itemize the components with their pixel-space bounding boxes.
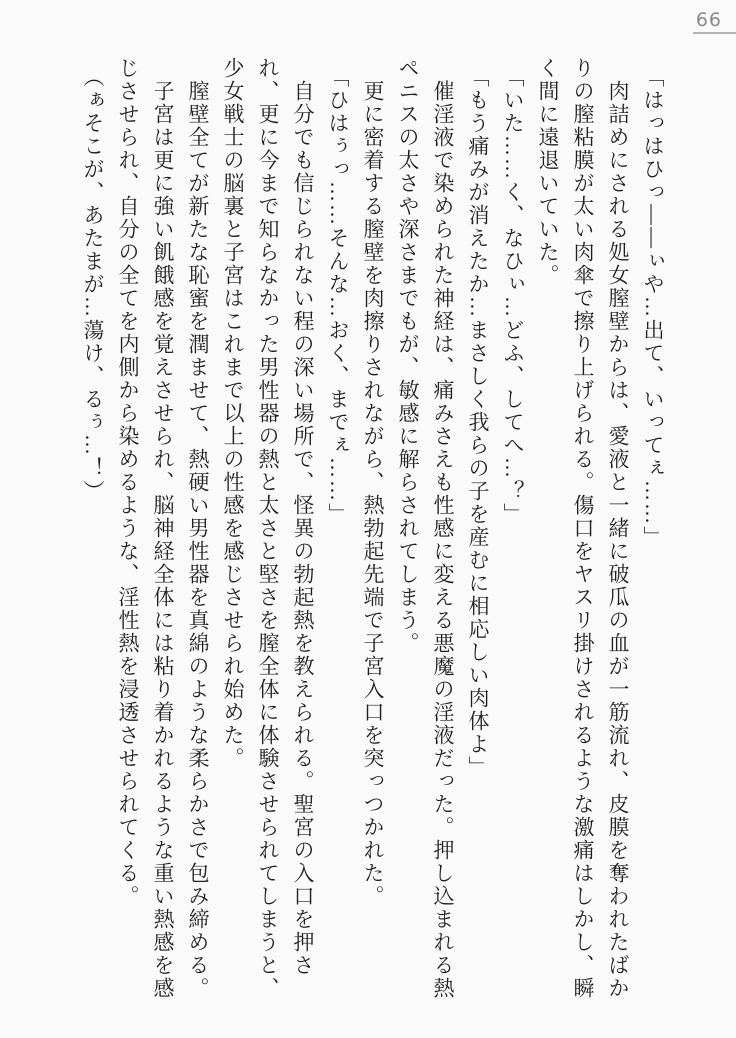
paragraph-10-narrative: 子宮は更に強い飢餓感を覚えさせられ、脳神経全体には粘り着かれるような重い熱感を感じさせられ、自分の全てを内側から染めるような、淫性熱を浸透させられてくる。	[116, 57, 175, 1000]
paragraph-5-narrative: 催淫液で染められた神経は、痛みさえも性感に変える悪魔の淫液だった。押し込まれる熱ペニスの太さや深さまでもが、敏感に解らされてしまう。	[396, 57, 455, 1000]
paragraph-9-narrative: 膣壁全てが新たな恥蜜を潤ませて、熱硬い男性器を真綿のような柔らかさで包み締める。	[186, 80, 210, 1000]
paragraph-6-narrative: 更に密着する膣壁を肉擦りされながら、熱勃起先端で子宮入口を突っつかれた。	[361, 80, 385, 908]
paragraph-7-dialogue: 「ひはぅっ……そんな…おく、までぇ……」	[326, 66, 350, 526]
page-number: 66	[695, 9, 722, 31]
paragraph-8-narrative: 自分でも信じられない程の深い場所で、怪異の勃起熱を教えられる。聖宮の入口を押され、更に今まで知らなかった男性器の熱と太さと堅さを膣全体に体験させられてしまうと、少女戦士の脳裏と子宮はこれまで以上の性感を感じさせられ始めた。	[221, 57, 315, 1000]
paragraph-11-thought: （ぁそこが、あたまが…蕩け、るぅ…！）	[81, 66, 105, 503]
paragraph-3-dialogue: 「いた……く、なひぃ…どふ、してへ…？」	[501, 66, 525, 526]
vertical-text-block	[75, 57, 670, 1005]
paragraph-2-narrative: 肉詰めにされる処女膣壁からは、愛液と一緒に破瓜の血が一筋流れ、皮膜を奪われたばかりの膣粘膜が太い肉傘で擦り上げられる。傷口をヤスリ掛けされるような激痛はしかし、瞬く間に遠退いていた。	[536, 57, 630, 1000]
paragraph-1-dialogue: 「はっはひっ――ぃや…出て、いってぇ……」	[641, 66, 665, 549]
header-rule	[693, 32, 736, 34]
paragraph-4-dialogue: 「もう痛みが消えたか…まさしく我らの子を産むに相応しい肉体よ」	[466, 66, 490, 779]
